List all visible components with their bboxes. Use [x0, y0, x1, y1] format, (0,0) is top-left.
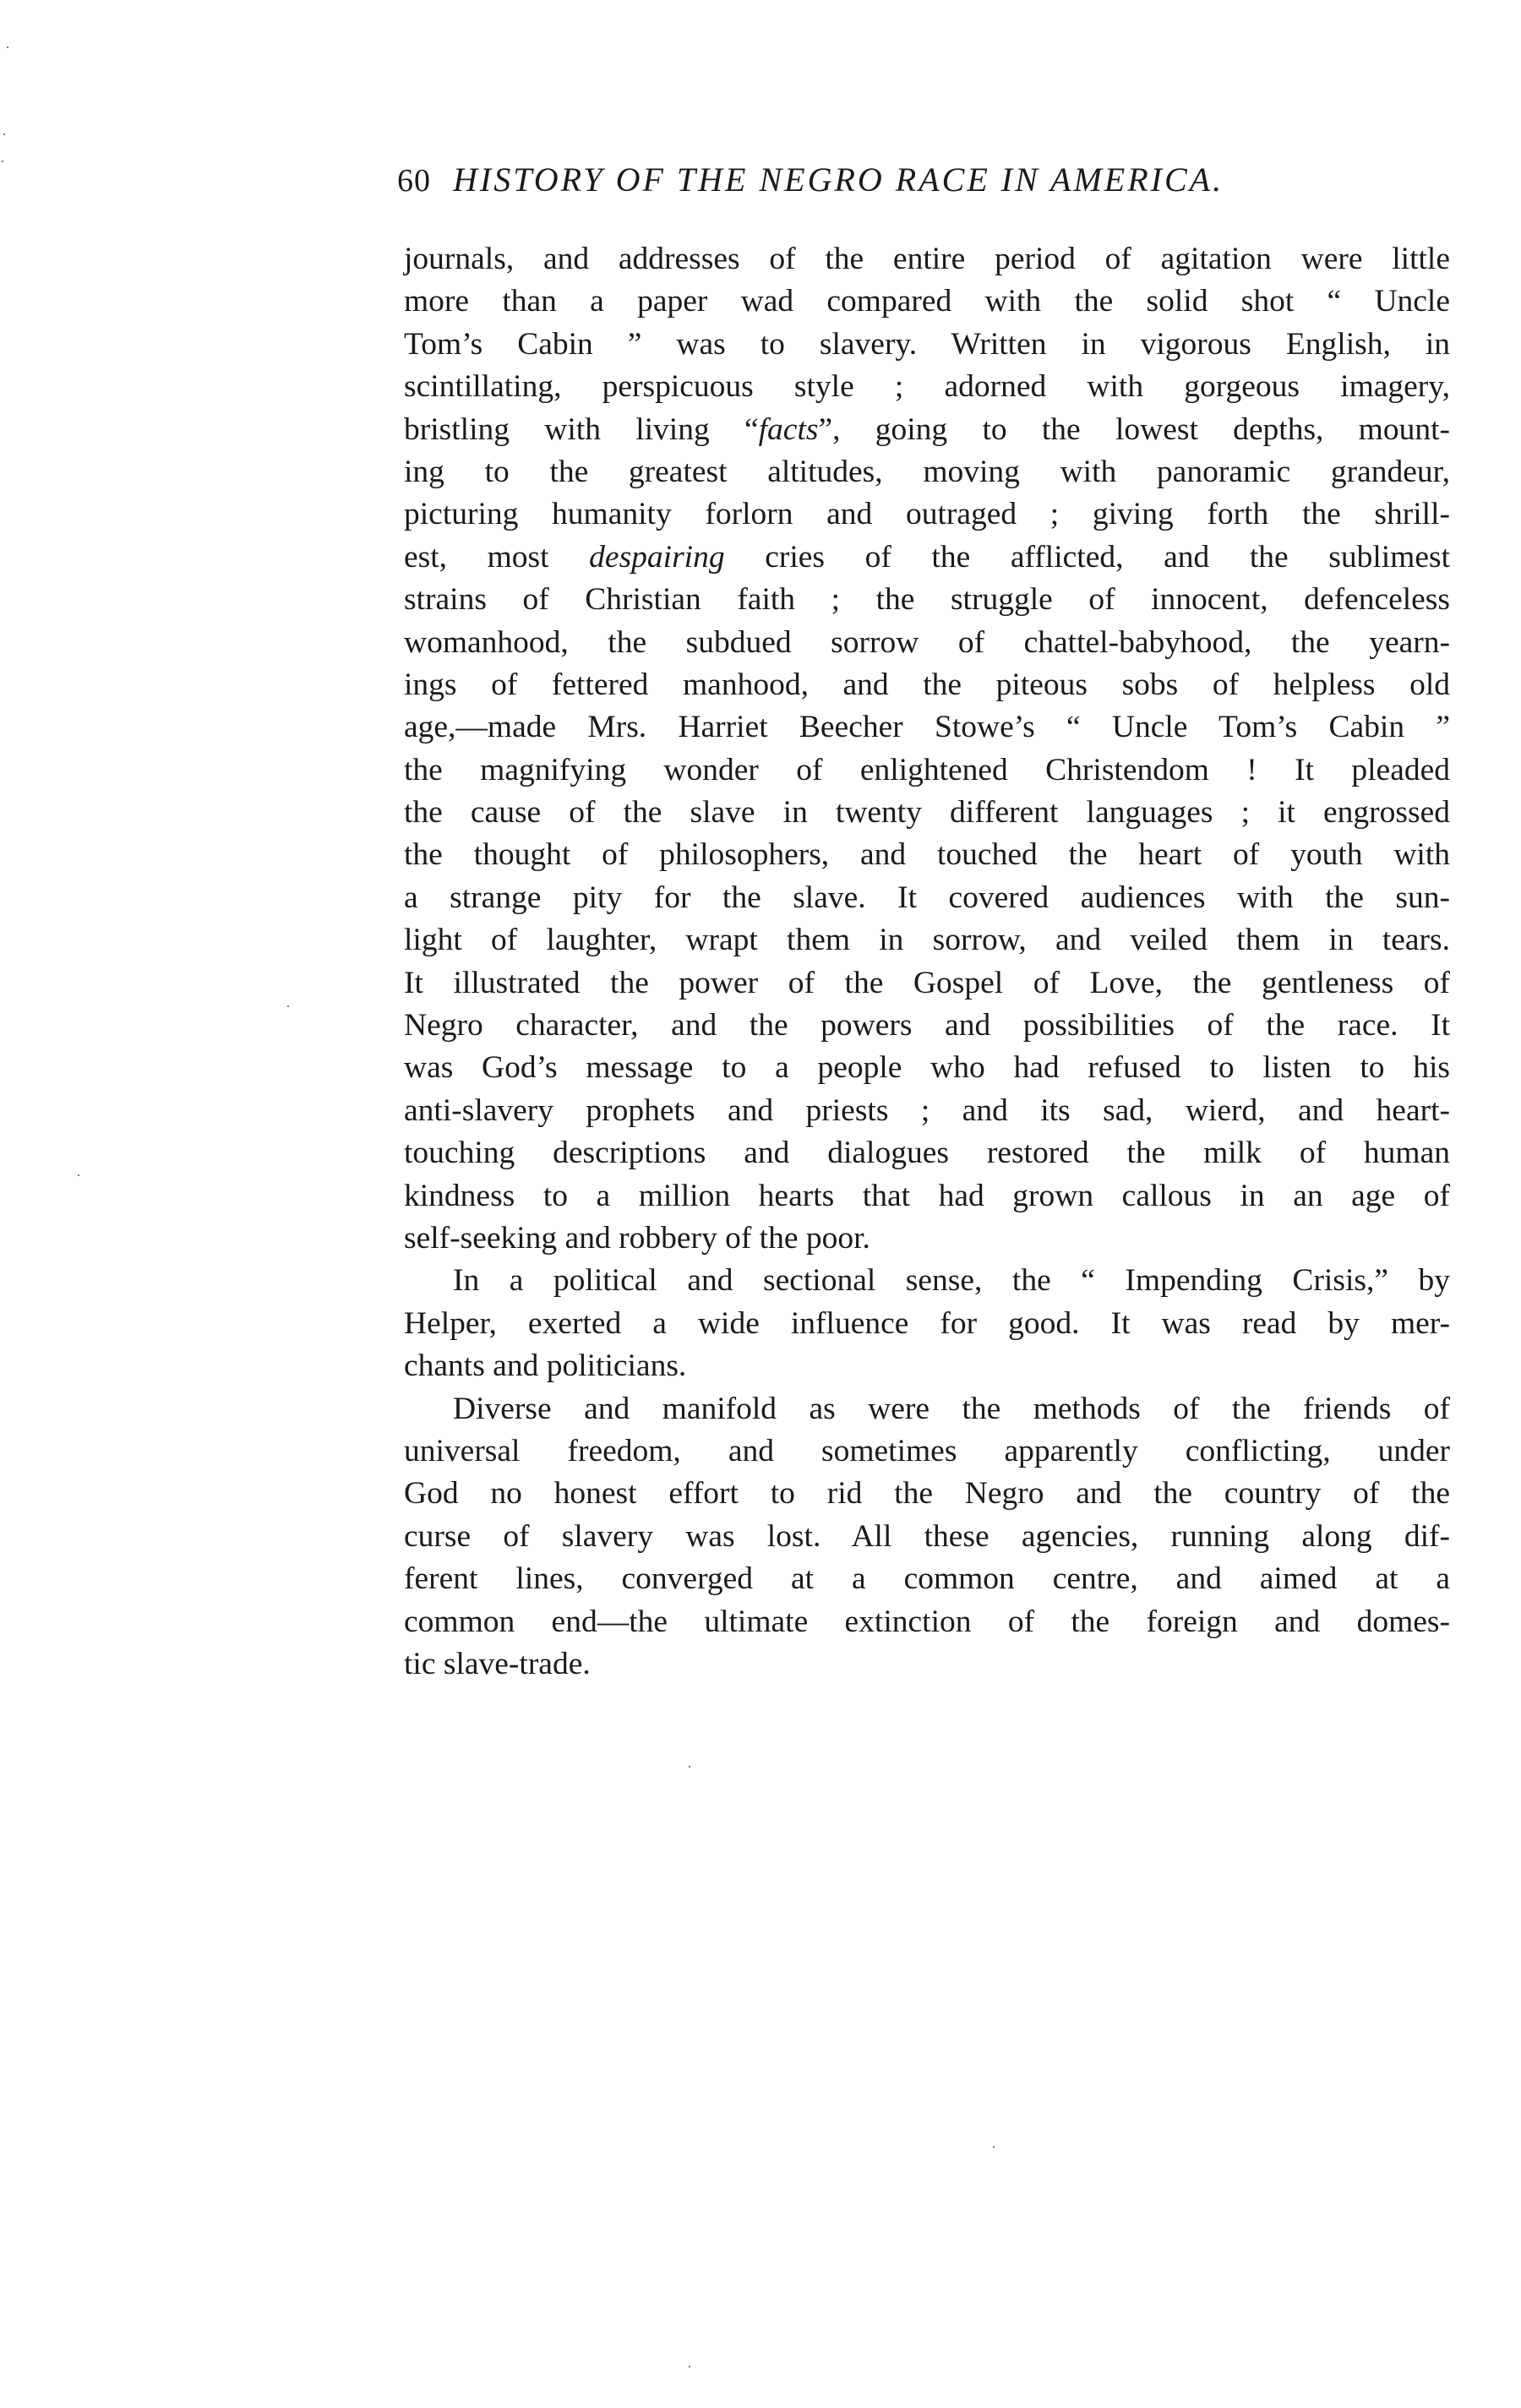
italic-emphasis: facts: [758, 411, 819, 447]
text-line: more than a paper wad compared with the solid shot “ Uncle: [404, 284, 1450, 319]
text-line: scintillating, perspicuous style ; adorned with gorgeous imagery,: [404, 369, 1450, 405]
text-line: kindness to a million hearts that had grown callous in an age of: [404, 1178, 1450, 1213]
paragraph: [404, 238, 1450, 1260]
text-line: age,—made Mrs. Harriet Beecher Stowe’s “ Uncle Tom’s Cabin ”: [404, 710, 1450, 745]
text-line: Helper, exerted a wide influence for good. It was read by mer-: [404, 1305, 1450, 1341]
text-line: Negro character, and the powers and possibilities of the race. It: [404, 1008, 1450, 1043]
scan-speck: [993, 2146, 995, 2148]
page-number: 60: [397, 163, 431, 199]
text-line: touching descriptions and dialogues restored the milk of human: [404, 1136, 1450, 1171]
text-line: It illustrated the power of the Gospel of Love, the gentleness of: [404, 965, 1450, 1000]
text-line: God no honest effort to rid the Negro and the country of the: [404, 1476, 1450, 1512]
scan-speck: [7, 46, 8, 48]
scan-speck: [3, 133, 5, 135]
text-line: Diverse and manifold as were the methods of the friends of: [453, 1391, 1450, 1426]
text-line: anti-slavery prophets and priests ; and its sad, wierd, and heart-: [404, 1092, 1450, 1128]
text-line: strains of Christian faith ; the struggle of innocent, defenceless: [404, 582, 1450, 618]
text-line: ferent lines, converged at a common centre, and aimed at a: [404, 1561, 1450, 1597]
text-line: ing to the greatest altitudes, moving with panoramic grandeur,: [404, 454, 1450, 489]
scan-speck: [689, 1766, 690, 1768]
text-line: tic slave-trade.: [404, 1646, 591, 1681]
paragraph: [404, 1260, 1450, 1387]
italic-emphasis: despairing: [589, 539, 725, 575]
body-text: [404, 238, 1450, 1686]
text-line: journals, and addresses of the entire period of agitation were little: [404, 242, 1450, 276]
text-line: Tom’s Cabin ” was to slavery. Written in vigorous English, in: [404, 326, 1450, 362]
scan-speck: [287, 1005, 289, 1007]
text-line: light of laughter, wrapt them in sorrow, and veiled them in tears.: [404, 923, 1450, 958]
text-line: self-seeking and robbery of the poor.: [404, 1220, 870, 1256]
text-line: ings of fettered manhood, and the piteous sobs of helpless old: [404, 667, 1450, 702]
text-line: was God’s message to a people who had refused to listen to his: [404, 1050, 1450, 1086]
scan-speck: [2, 161, 3, 162]
text-line: bristling with living “facts”, going to the lowest depths, mount-: [404, 411, 1451, 447]
scan-speck: [78, 1174, 79, 1176]
text-line: picturing humanity forlorn and outraged ; giving forth the shrill-: [404, 497, 1450, 532]
text-line: curse of slavery was lost. All these agencies, running along dif-: [404, 1518, 1450, 1554]
text-line: the magnifying wonder of enlightened Christendom ! It pleaded: [404, 752, 1450, 787]
book-title: HISTORY OF THE NEGRO RACE IN AMERICA.: [453, 161, 1224, 199]
text-line: common end—the ultimate extinction of the foreign and domes-: [404, 1604, 1450, 1639]
scan-speck: [689, 2366, 690, 2367]
text-line: the cause of the slave in twenty different languages ; it engrossed: [404, 795, 1450, 831]
text-line: universal freedom, and sometimes apparently conflicting, under: [404, 1433, 1450, 1468]
text-line: chants and politicians.: [404, 1348, 687, 1384]
text-line: In a political and sectional sense, the “ Impending Crisis,” by: [453, 1263, 1450, 1299]
text-line: the thought of philosophers, and touched the heart of youth with: [404, 837, 1450, 873]
text-line: a strange pity for the slave. It covered audiences with the sun-: [404, 880, 1450, 915]
running-header: [397, 159, 1453, 202]
text-line: est, most despairing cries of the afflicted, and the sublimest: [404, 539, 1450, 575]
paragraph: [404, 1388, 1450, 1686]
text-line: womanhood, the subdued sorrow of chattel-babyhood, the yearn-: [404, 624, 1450, 660]
